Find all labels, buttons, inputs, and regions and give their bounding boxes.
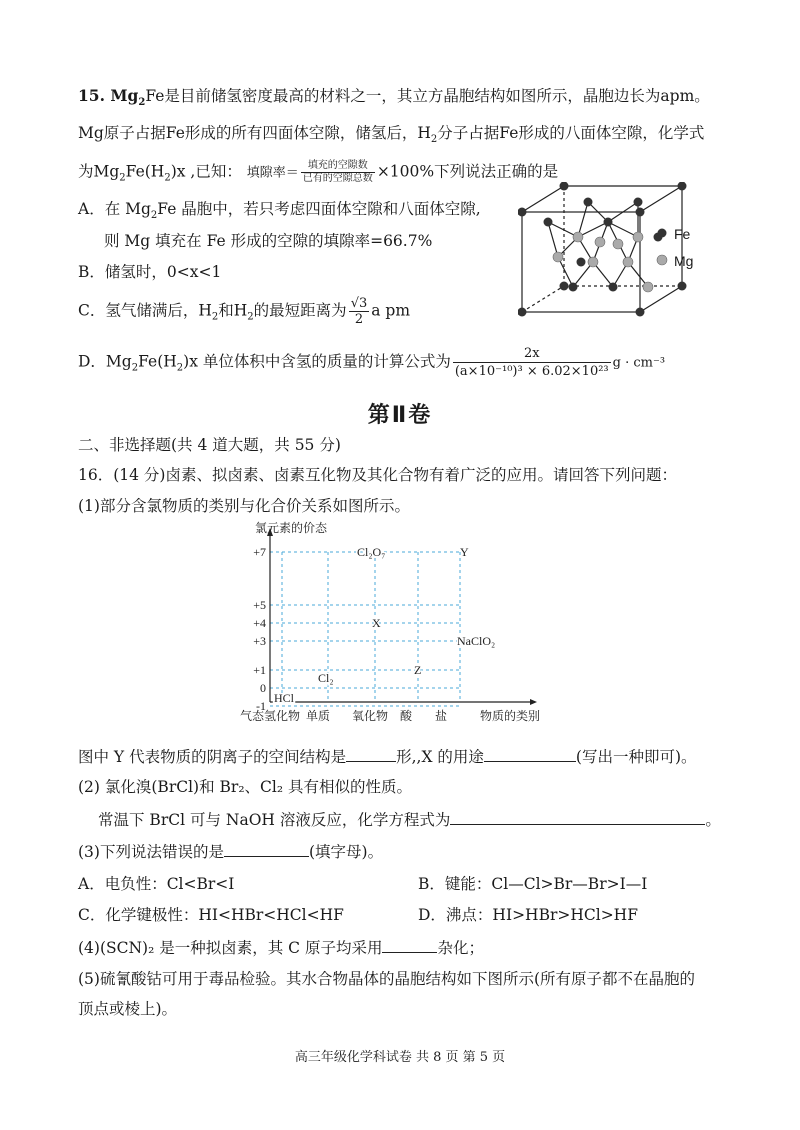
answer-blank-shape[interactable] bbox=[346, 746, 396, 762]
data-point-label: Z bbox=[414, 663, 422, 677]
data-point-label: Cl₂ bbox=[318, 671, 334, 685]
answer-blank-equation[interactable] bbox=[450, 809, 705, 825]
data-point-label: HCl bbox=[274, 691, 295, 705]
q16-option-c: C．化学键极性：HI<HBr<HCl<HF bbox=[78, 906, 344, 924]
x-tick-label: 氧化物 bbox=[352, 709, 389, 723]
q16-part1-question: 图中 Y 代表物质的阴离子的空间结构是 形,,X 的用途 (写出一种即可)。 bbox=[78, 748, 697, 766]
q16-part2-question: 常温下 BrCl 可与 NaOH 溶液反应，化学方程式为 。 bbox=[98, 811, 721, 829]
y-tick-label: -1 bbox=[256, 699, 266, 713]
q16-option-b: B．键能：Cl—Cl>Br—Br>I—I bbox=[418, 875, 648, 893]
q15-option-a-line-1: A．在 $Mg_2Fe$ 晶胞中，若只考虑四面体空隙和八面体空隙, bbox=[78, 200, 481, 222]
q16-part2: (2) 氯化溴(BrCl)和 Br₂、Cl₂ 具有相似的性质。 bbox=[78, 778, 412, 796]
x-tick-label: 盐 bbox=[435, 709, 448, 723]
q15-line-1: 15. $Mg_2Fe$是目前储氢密度最高的材料之一，其立方晶胞结构如图所示，晶胞边长为apm。 bbox=[78, 86, 710, 109]
answer-blank-use[interactable] bbox=[484, 746, 576, 762]
q16-part3: (3)下列说法错误的是 (填字母)。 bbox=[78, 843, 384, 861]
q16-option-d: D．沸点：HI>HBr>HCl>HF bbox=[418, 906, 638, 924]
answer-blank-letter[interactable] bbox=[224, 841, 309, 857]
x-tick-label: 单质 bbox=[306, 709, 331, 723]
q16-part5-line-1: (5)硫氰酸钴可用于毒品检验。其水合物晶体的晶胞结构如下图所示(所有原子都不在晶胞的 bbox=[78, 970, 696, 988]
q15-option-d: D．$Mg_2Fe(H_2)x$ 单位体积中含氢的质量的计算公式为 $\frac{2x}{\text{(a×10⁻¹⁰)³ × 6.02×10²³}}$ g · cm⁻³ bbox=[78, 346, 666, 379]
q15-line-2: Mg原子占据Fe形成的所有四面体空隙，储氢后，$H_2$分子占据Fe形成的八面体空隙，化学式 bbox=[78, 124, 705, 146]
crystal-cell-figure bbox=[518, 182, 718, 317]
data-point-label: X bbox=[372, 616, 381, 630]
q15-option-b: B．储氢时，0<x<1 bbox=[78, 263, 222, 281]
void-ratio-fraction: $\frac{\text{填充的空隙数}}{\text{已有的空隙总数}}$ bbox=[302, 160, 373, 184]
data-point-label: Cl₂O₇ bbox=[357, 545, 386, 559]
q15-option-a-line-2: 则 Mg 填充在 Fe 形成的空隙的填隙率=66.7% bbox=[104, 232, 433, 250]
data-point-label: Y bbox=[460, 545, 469, 559]
y-tick-label: +3 bbox=[253, 634, 266, 648]
y-tick-label: 0 bbox=[260, 681, 266, 695]
fe-legend-dot bbox=[655, 226, 669, 240]
data-point-label: NaClO₂ bbox=[457, 634, 496, 648]
x-axis-arrow bbox=[530, 699, 537, 705]
section-title: 第Ⅱ卷 bbox=[367, 403, 433, 428]
page-footer: 高三年级化学科试卷 共 8 页 第 5 页 bbox=[294, 1050, 506, 1065]
y-tick-label: +1 bbox=[253, 663, 266, 677]
x-tick-label: 酸 bbox=[400, 709, 413, 723]
y-tick-label: +4 bbox=[253, 616, 266, 630]
fe-legend-label: Fe bbox=[674, 226, 691, 242]
chlorine-valence-chart bbox=[240, 520, 560, 725]
mg-legend-dot bbox=[655, 253, 669, 267]
q16-option-a: A．电负性：Cl<Br<I bbox=[78, 875, 235, 893]
q16-part1: (1)部分含氯物质的类别与化合价关系如图所示。 bbox=[78, 497, 410, 515]
q16-part4: (4)(SCN)₂ 是一种拟卤素，其 C 原子均采用 杂化； bbox=[78, 939, 484, 957]
x-tick-label: 气态氢化物 bbox=[240, 709, 301, 723]
section-subtitle: 二、非选择题(共 4 道大题，共 55 分) bbox=[78, 436, 341, 454]
y-tick-label: +5 bbox=[253, 598, 266, 612]
y-tick-label: +7 bbox=[253, 545, 266, 559]
answer-blank-hybrid[interactable] bbox=[382, 937, 437, 953]
q15-option-c: C．氢气储满后，$H_2$和$H_2$的最短距离为 $\frac{√3}{2}$ a pm bbox=[78, 296, 411, 327]
x-axis-title: 物质的类别 bbox=[480, 709, 541, 723]
q16-part5-line-2: 顶点或棱上)。 bbox=[78, 1000, 178, 1018]
q15-line-3: 为$Mg_2Fe(H_2)x$ ,已知： 填隙率＝ $\frac{\text{填充的空隙数}}{\text{已有的空隙总数}}$ ×100%下列说法正确的是 bbox=[78, 160, 559, 184]
q16-intro: 16．(14 分)卤素、拟卤素、卤素互化物及其化合物有着广泛的应用。请回答下列问题： bbox=[78, 466, 677, 484]
mg-legend-label: Mg bbox=[674, 253, 694, 269]
y-axis-title: 氯元素的价态 bbox=[255, 521, 328, 535]
